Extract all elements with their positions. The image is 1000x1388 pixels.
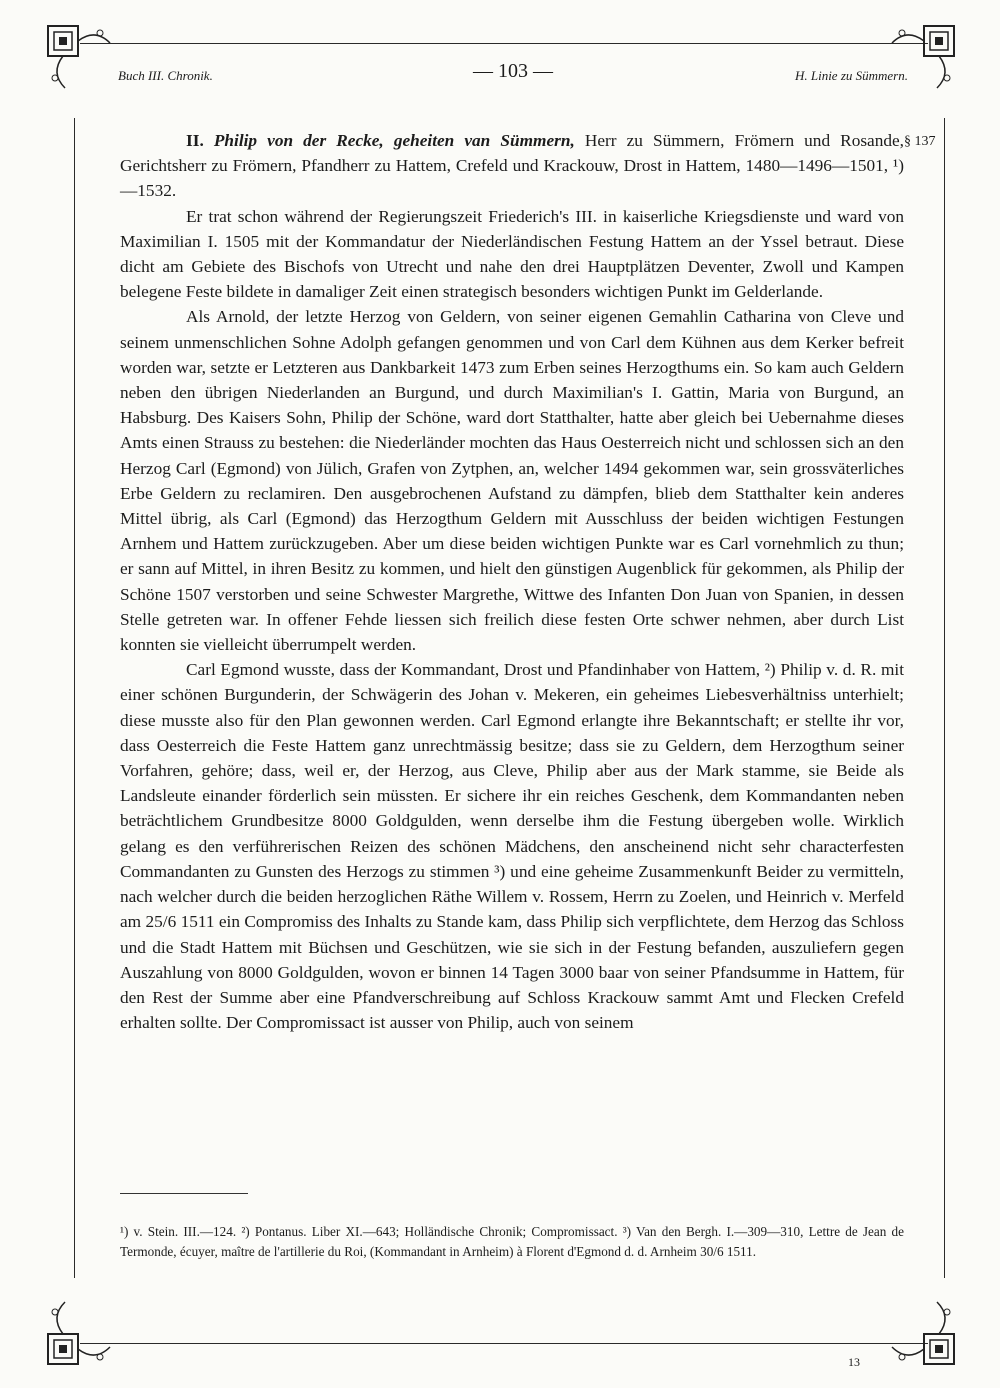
page-number: — 103 — <box>473 60 553 82</box>
header-book-title: Buch III. Chronik. <box>118 68 213 83</box>
corner-ornament-bottom-right <box>890 1300 962 1372</box>
margin-section-note: § 137 <box>904 134 936 149</box>
paragraph-2: Er trat schon während der Regierungszeit Friederich's III. in kaiserliche Kriegsdienste und ward von Maximilian I. 1505 mit der Kommandatur der Niederländischen Festung Hattem an der Yssel betraut. Diese dicht am Gebiete des Bischofs von Utrecht und nahe den drei Hauptplätzen Deventer, Zwoll und Kampen belegene Feste bildete in damaliger Zeit einen strategisch besonders wichtigen Punkt im Gelderlande. <box>120 206 904 302</box>
frame-left-line <box>74 118 75 1278</box>
body-text <box>120 128 904 1035</box>
paragraph-4: Carl Egmond wusste, dass der Kommandant, Drost und Pfandinhaber von Hattem, ²) Philip v. d. R. mit einer schönen Burgunderin, der Schwägerin des Johan v. Mekeren, ein geheimes Liebesverhältniss unterhielt; diese musste also für den Plan gewonnen werden. Carl Egmond erlangte ihre Bekanntschaft; er stellte ihr vor, dass Oesterreich die Feste Hattem ganz unrechtmässig besitze; dass sie zu Geldern, dem Herzogthum seiner Vorfahren, gehöre; dass, weil er, der Herzog, aus Cleve, Philip aber aus der Mark stamme, sie Beide als Landsleute einander förderlich sein müssten. Er sichere ihr ein reiches Geschenk, dem Kommandanten neben beträchtlichem Grundbesitze 8000 Goldgulden, wenn derselbe ihm die Festung übergeben wolle. Wirklich gelang es den verführerischen Reizen des schönen Mädchens, den anscheinend nicht sehr characterfesten Commandanten zu Gunsten des Herzogs zu stimmen ³) und eine geheime Zusammenkunft Beider zu vermitteln, nach welcher durch die beiden herzoglichen Räthe Willem v. Rossem, Herrn zu Zoelen, und Heinrich v. Merfeld am 25/6 1511 ein Compromiss des Inhalts zu Stande kam, dass Philip sich verpflichtete, dem Herzog das Schloss und die Stadt Hattem mit Büchsen und Geschützen, wie sie sich in der Festung befanden, auszuliefern gegen Auszahlung von 8000 Goldgulden, wovon er binnen 14 Tagen 3000 baar von seiner Pfandsumme in Hattem, für den Rest der Summe aber eine Pfandverschreibung auf Schloss Krackouw sammt Amt und Flecken Crefeld erhalten sollte. Der Compromissact ist ausser von Philip, auch von seinem <box>120 660 904 1033</box>
footnotes: ¹) v. Stein. III.—124. ²) Pontanus. Liber XI.—643; Holländische Chronik; Compromissact. ³) Van den Bergh. I.—309—310, Lettre de Jean de Termonde, écuyer, maître de l'artillerie du Roi, (Kommandant in Arnheim) à Florent d'Egmond d. d. Arnheim 30/6 1511. <box>120 1224 904 1259</box>
paragraph-3: Als Arnold, der letzte Herzog von Geldern, von seiner eigenen Gemahlin Catharina von Cleve und seinem unmenschlichen Sohne Adolph gefangen genommen und von Carl dem Kühnen aus dem Kerker befreit worden war, setzte er Letzteren aus Dankbarkeit 1473 zum Erben seines Herzogthums ein. So kam auch Geldern neben den übrigen Niederlanden an Burgund, und durch Maximilian's I. Gattin, Maria von Burgund, an Habsburg. Des Kaisers Sohn, Philip der Schöne, ward dort Statthalter, hatte aber gleich bei Uebernahme dieses Amts einen Strauss zu bestehen: die Niederländer mochten das Haus Oesterreich nicht und schlossen sich an den Herzog Carl (Egmond) von Jülich, Grafen von Zytphen, an, welcher 1494 gekommen war, sein grossväterliches Erbe Geldern zu reclamiren. Den ausgebrochenen Aufstand zu dämpfen, blieb dem Statthalter kein anderes Mittel übrig, als Carl (Egmond) das Herzogthum Geldern mit Ausschluss der beiden wichtigen Festungen Arnhem und Hattem zurückzugeben. Aber um diese beiden wichtigen Punkte war es Carl vornehmlich zu thun; er sann auf Mittel, in ihren Besitz zu kommen, und hielt den günstigen Augenblick für gekommen, als Philip der Schöne 1507 verstorben und seine Schwester Margrethe, Wittwe des Infanten Don Juan von Spanien, in dessen Stelle getreten war. In offener Fehde liessen sich freilich diese festen Orte schwer nehmen, aber durch List konnten sie vielleicht überrumpelt werden. <box>120 307 904 655</box>
header-section-title: H. Linie zu Sümmern. <box>794 68 908 83</box>
frame-bottom-line <box>80 1343 928 1344</box>
footnote-rule <box>120 1193 248 1194</box>
corner-ornament-bottom-left <box>40 1300 112 1372</box>
sheet-number: 13 <box>848 1355 860 1369</box>
paragraph-1: II. Philip von der Recke, geheiten van Sümmern, Herr zu Sümmern, Frömern und Rosande, Gerichtsherr zu Frömern, Pfandherr zu Hattem, Crefeld und Krackouw, Drost in Hattem, 1480—1496—1501, ¹) —1532. <box>120 131 904 201</box>
running-header <box>118 60 908 90</box>
frame-right-line <box>944 118 945 1278</box>
corner-ornament-top-left <box>40 18 112 90</box>
frame-top-line <box>80 43 928 44</box>
entry-title: II. Philip von der Recke, geheiten van Sümmern, <box>186 131 575 150</box>
